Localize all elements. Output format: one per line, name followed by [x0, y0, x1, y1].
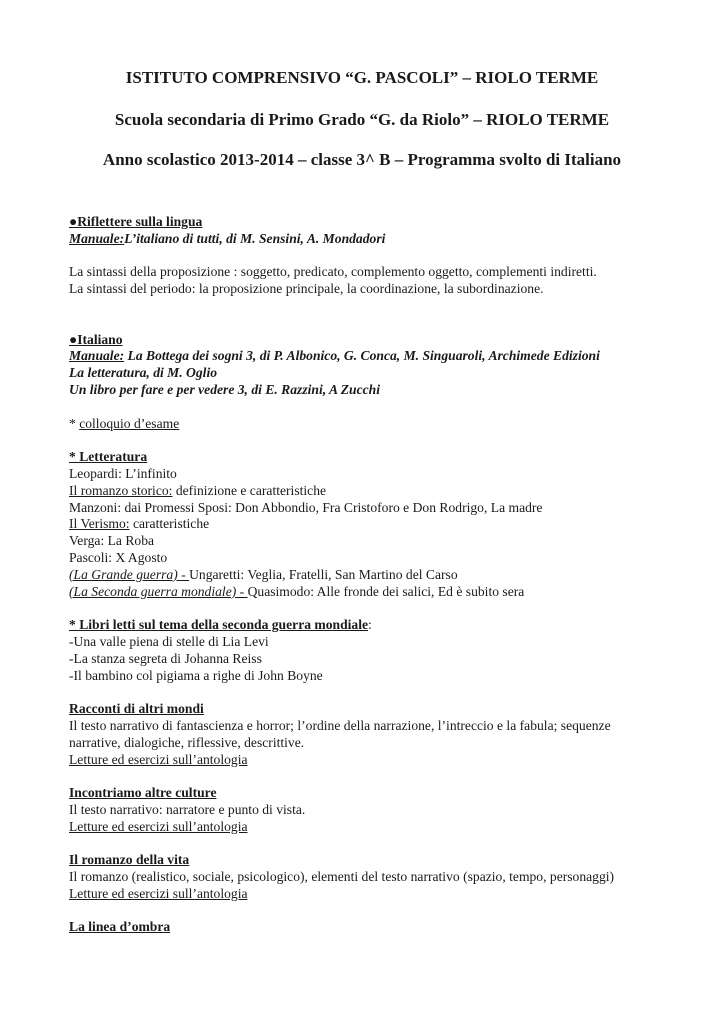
section-heading-riflettere: ●Riflettere sulla lingua: [69, 214, 203, 229]
text-line: Il testo narrativo di fantascienza e horror; l’ordine della narrazione, l’intreccio e la fabula; sequenze: [69, 717, 611, 733]
text-line: Verga: La Roba: [69, 533, 155, 549]
section-heading-racconti: Racconti di altri mondi: [69, 701, 204, 717]
text-line: (La Seconda guerra mondiale) - Quasimodo: Alle fronde dei salici, Ed è subito sera: [69, 583, 525, 599]
document-body: [69, 214, 669, 936]
school-title: ISTITUTO COMPRENSIVO “G. PASCOLI” – RIOLO TERME: [125, 68, 599, 87]
text-line: Il Verismo: caratteristiche: [69, 516, 210, 532]
list-item: -Una valle piena di stelle di Lia Levi: [69, 633, 269, 649]
document-title: Anno scolastico 2013-2014 – classe 3^ B – Programma svolto di Italiano: [102, 150, 622, 169]
book-title: Un libro per fare e per vedere 3, di E. Razzini, A Zucchi: [69, 381, 381, 397]
colloquio-line: * colloquio d’esame: [69, 415, 180, 431]
letture-line: Letture ed esercizi sull’antologia: [69, 885, 248, 901]
manuale-italiano: Manuale: La Bottega dei sogni 3, di P. Albonico, G. Conca, M. Singuaroli, Archimede Edizioni: [69, 348, 600, 364]
text-line: Il romanzo (realistico, sociale, psicologico), elementi del testo narrativo (spazio, tempo, personaggi): [69, 869, 615, 885]
letture-line: Letture ed esercizi sull’antologia: [69, 751, 248, 767]
text-line: Manzoni: dai Promessi Sposi: Don Abbondio, Fra Cristoforo e Don Rodrigo, La madre: [69, 499, 543, 515]
section-heading-letteratura: * Letteratura: [69, 449, 148, 465]
school-subtitle: Scuola secondaria di Primo Grado “G. da Riolo” – RIOLO TERME: [114, 110, 610, 129]
section-heading-italiano: ●Italiano: [69, 331, 123, 347]
manuale-riflettere: Manuale:L’italiano di tutti, di M. Sensini, A. Mondadori: [69, 230, 386, 246]
text-line: Pascoli: X Agosto: [69, 549, 168, 565]
section-heading-linea-ombra: La linea d’ombra: [69, 919, 171, 935]
text-line: (La Grande guerra) - Ungaretti: Veglia, Fratelli, San Martino del Carso: [69, 566, 458, 582]
list-item: -Il bambino col pigiama a righe di John Boyne: [69, 667, 323, 683]
text-line: Il romanzo storico: definizione e caratteristiche: [69, 482, 327, 498]
book-title: La letteratura, di M. Oglio: [69, 365, 218, 381]
text-line: Il testo narrativo: narratore e punto di vista.: [69, 801, 306, 817]
list-item: -La stanza segreta di Johanna Reiss: [69, 650, 262, 666]
section-heading-romanzo-vita: Il romanzo della vita: [69, 852, 190, 868]
text-line: Leopardi: L’infinito: [69, 465, 177, 481]
letture-line: Letture ed esercizi sull’antologia: [69, 818, 248, 834]
section-heading-libri: * Libri letti sul tema della seconda guerra mondiale:: [69, 617, 372, 633]
text-line: La sintassi del periodo: la proposizione principale, la coordinazione, la subordinazione.: [69, 281, 544, 297]
section-heading-incontriamo: Incontriamo altre culture: [69, 785, 217, 801]
text-line: narrative, dialogiche, riflessive, descrittive.: [69, 734, 305, 750]
text-line: La sintassi della proposizione : soggetto, predicato, complemento oggetto, complementi indiretti.: [69, 264, 597, 280]
